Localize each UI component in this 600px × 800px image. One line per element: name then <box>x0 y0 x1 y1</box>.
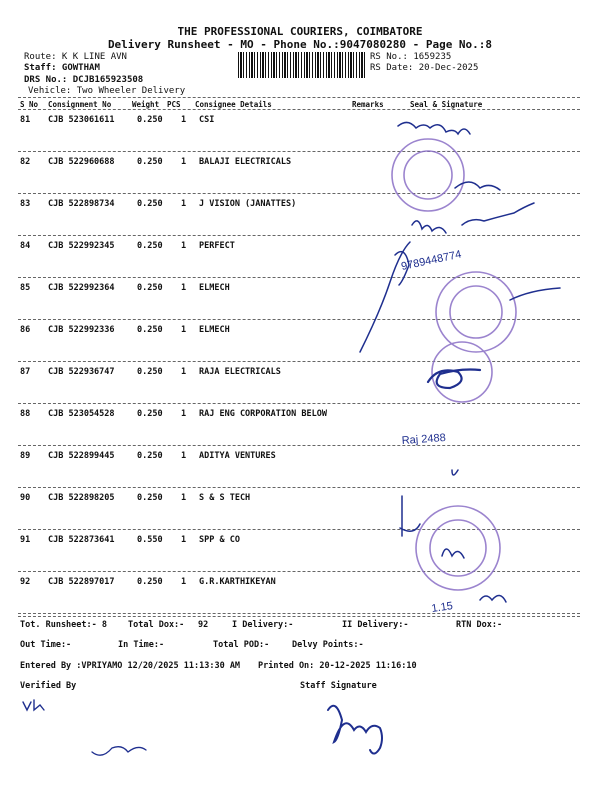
cell-cn: CJB 522960688 <box>48 157 115 167</box>
company-title: THE PROFESSIONAL COURIERS, COIMBATORE <box>177 25 423 38</box>
cell-cn: CJB 522898205 <box>48 493 115 503</box>
verified-signature <box>23 700 44 710</box>
cell-wt: 0.250 <box>137 283 163 293</box>
cell-wt: 0.250 <box>137 367 163 377</box>
cell-sno: 86 <box>20 325 31 335</box>
vehicle-label: Vehicle: Two Wheeler Delivery <box>28 86 186 96</box>
cell-name: ELMECH <box>199 283 230 293</box>
footer-rule <box>18 616 580 617</box>
signature-mark <box>398 122 470 134</box>
cell-sno: 91 <box>20 535 31 545</box>
rtn-dox: RTN Dox:- <box>456 620 503 630</box>
staff-signature-label: Staff Signature <box>300 681 377 691</box>
staff-label: Staff: GOWTHAM <box>24 63 100 73</box>
seal-stamp <box>416 506 500 590</box>
i-delivery: I Delivery:- <box>232 620 294 630</box>
staff-signature-mark <box>328 706 382 754</box>
ii-delivery: II Delivery:- <box>342 620 409 630</box>
out-time: Out Time:- <box>20 640 72 650</box>
col-remarks: Remarks <box>352 100 384 109</box>
cell-pcs: 1 <box>181 157 187 167</box>
cell-pcs: 1 <box>181 283 187 293</box>
cell-wt: 0.550 <box>137 535 163 545</box>
cell-pcs: 1 <box>181 367 187 377</box>
cell-cn: CJB 522992345 <box>48 241 115 251</box>
cell-pcs: 1 <box>181 493 187 503</box>
cell-sno: 83 <box>20 199 31 209</box>
cell-pcs: 1 <box>181 577 187 587</box>
tot-runsheet: Tot. Runsheet:- 8 <box>20 620 107 630</box>
runsheet-subtitle: Delivery Runsheet - MO - Phone No.:9047080280 - Page No.:8 <box>107 38 493 51</box>
rs-date: RS Date: 20-Dec-2025 <box>370 63 479 73</box>
cell-name: BALAJI ELECTRICALS <box>199 157 292 167</box>
signature-mark <box>442 549 464 558</box>
cell-pcs: 1 <box>181 199 187 209</box>
col-sno: S No <box>20 100 39 109</box>
signature-mark <box>400 470 458 536</box>
cell-name: ADITYA VENTURES <box>199 451 276 461</box>
cell-wt: 0.250 <box>137 199 163 209</box>
printed-on: Printed On: 20-12-2025 11:16:10 <box>258 661 417 671</box>
drs-label: DRS No.: DCJB165923508 <box>24 75 144 85</box>
cell-sno: 82 <box>20 157 31 167</box>
cell-cn: CJB 522873641 <box>48 535 115 545</box>
verifier-scribble <box>92 747 146 756</box>
cell-wt: 0.250 <box>137 409 163 419</box>
cell-name: PERFECT <box>199 241 235 251</box>
total-dox-value: 92 <box>198 620 209 630</box>
cell-name: S & S TECH <box>199 493 251 503</box>
cell-pcs: 1 <box>181 325 187 335</box>
verified-by-label: Verified By <box>20 681 77 691</box>
cell-pcs: 1 <box>181 409 187 419</box>
seal-stamp <box>436 272 516 352</box>
cell-sno: 87 <box>20 367 31 377</box>
cell-pcs: 1 <box>181 451 187 461</box>
cell-cn: CJB 522899445 <box>48 451 115 461</box>
cell-name: ELMECH <box>199 325 230 335</box>
cell-cn: CJB 523054528 <box>48 409 115 419</box>
handwritten-phone: 9789448774 <box>400 248 463 273</box>
cell-wt: 0.250 <box>137 493 163 503</box>
cell-name: SPP & CO <box>199 535 240 545</box>
signature-mark <box>510 288 560 300</box>
cell-sno: 89 <box>20 451 31 461</box>
cell-pcs: 1 <box>181 535 187 545</box>
cell-cn: CJB 522898734 <box>48 199 115 209</box>
cell-wt: 0.250 <box>137 451 163 461</box>
cell-cn: CJB 522992364 <box>48 283 115 293</box>
cell-sno: 85 <box>20 283 31 293</box>
cell-name: G.R.KARTHIKEYAN <box>199 577 276 587</box>
cell-name: RAJA ELECTRICALS <box>199 367 281 377</box>
col-pcs: PCS <box>167 100 181 109</box>
cell-wt: 0.250 <box>137 241 163 251</box>
cell-name: CSI <box>199 115 215 125</box>
handwritten-time: 1.15 <box>430 600 454 615</box>
cell-pcs: 1 <box>181 115 187 125</box>
cell-cn: CJB 522897017 <box>48 577 115 587</box>
signature-mark <box>412 203 534 233</box>
cell-sno: 81 <box>20 115 31 125</box>
cell-wt: 0.250 <box>137 157 163 167</box>
cell-name: RAJ ENG CORPORATION BELOW <box>199 409 327 419</box>
cell-sno: 84 <box>20 241 31 251</box>
col-consignment: Consignment No <box>48 100 112 109</box>
in-time: In Time:- <box>118 640 165 650</box>
col-seal-signature: Seal & Signature <box>410 100 483 109</box>
cell-cn: CJB 523061611 <box>48 115 115 125</box>
entered-by: Entered By :VPRIYAMO 12/20/2025 11:13:30 AM <box>20 661 241 671</box>
seal-stamp <box>392 139 464 211</box>
cell-sno: 90 <box>20 493 31 503</box>
cell-wt: 0.250 <box>137 577 163 587</box>
cell-cn: CJB 522992336 <box>48 325 115 335</box>
cell-wt: 0.250 <box>137 115 163 125</box>
signature-mark <box>480 595 506 602</box>
rs-number: RS No.: 1659235 <box>370 52 452 62</box>
total-pod: Total POD:- <box>213 640 270 650</box>
cell-pcs: 1 <box>181 241 187 251</box>
cell-sno: 88 <box>20 409 31 419</box>
cell-sno: 92 <box>20 577 31 587</box>
handwritten-raj-note: Raj 2488 <box>401 431 447 447</box>
cell-name: J VISION (JANATTES) <box>199 199 297 209</box>
cell-cn: CJB 522936747 <box>48 367 115 377</box>
total-dox-label: Total Dox:- <box>128 620 185 630</box>
route-label: Route: K K LINE AVN <box>24 52 127 62</box>
delvy-points: Delvy Points:- <box>292 640 364 650</box>
col-weight: Weight <box>132 100 160 109</box>
signature-mark <box>360 242 410 352</box>
cell-wt: 0.250 <box>137 325 163 335</box>
col-consignee: Consignee Details <box>195 100 272 109</box>
